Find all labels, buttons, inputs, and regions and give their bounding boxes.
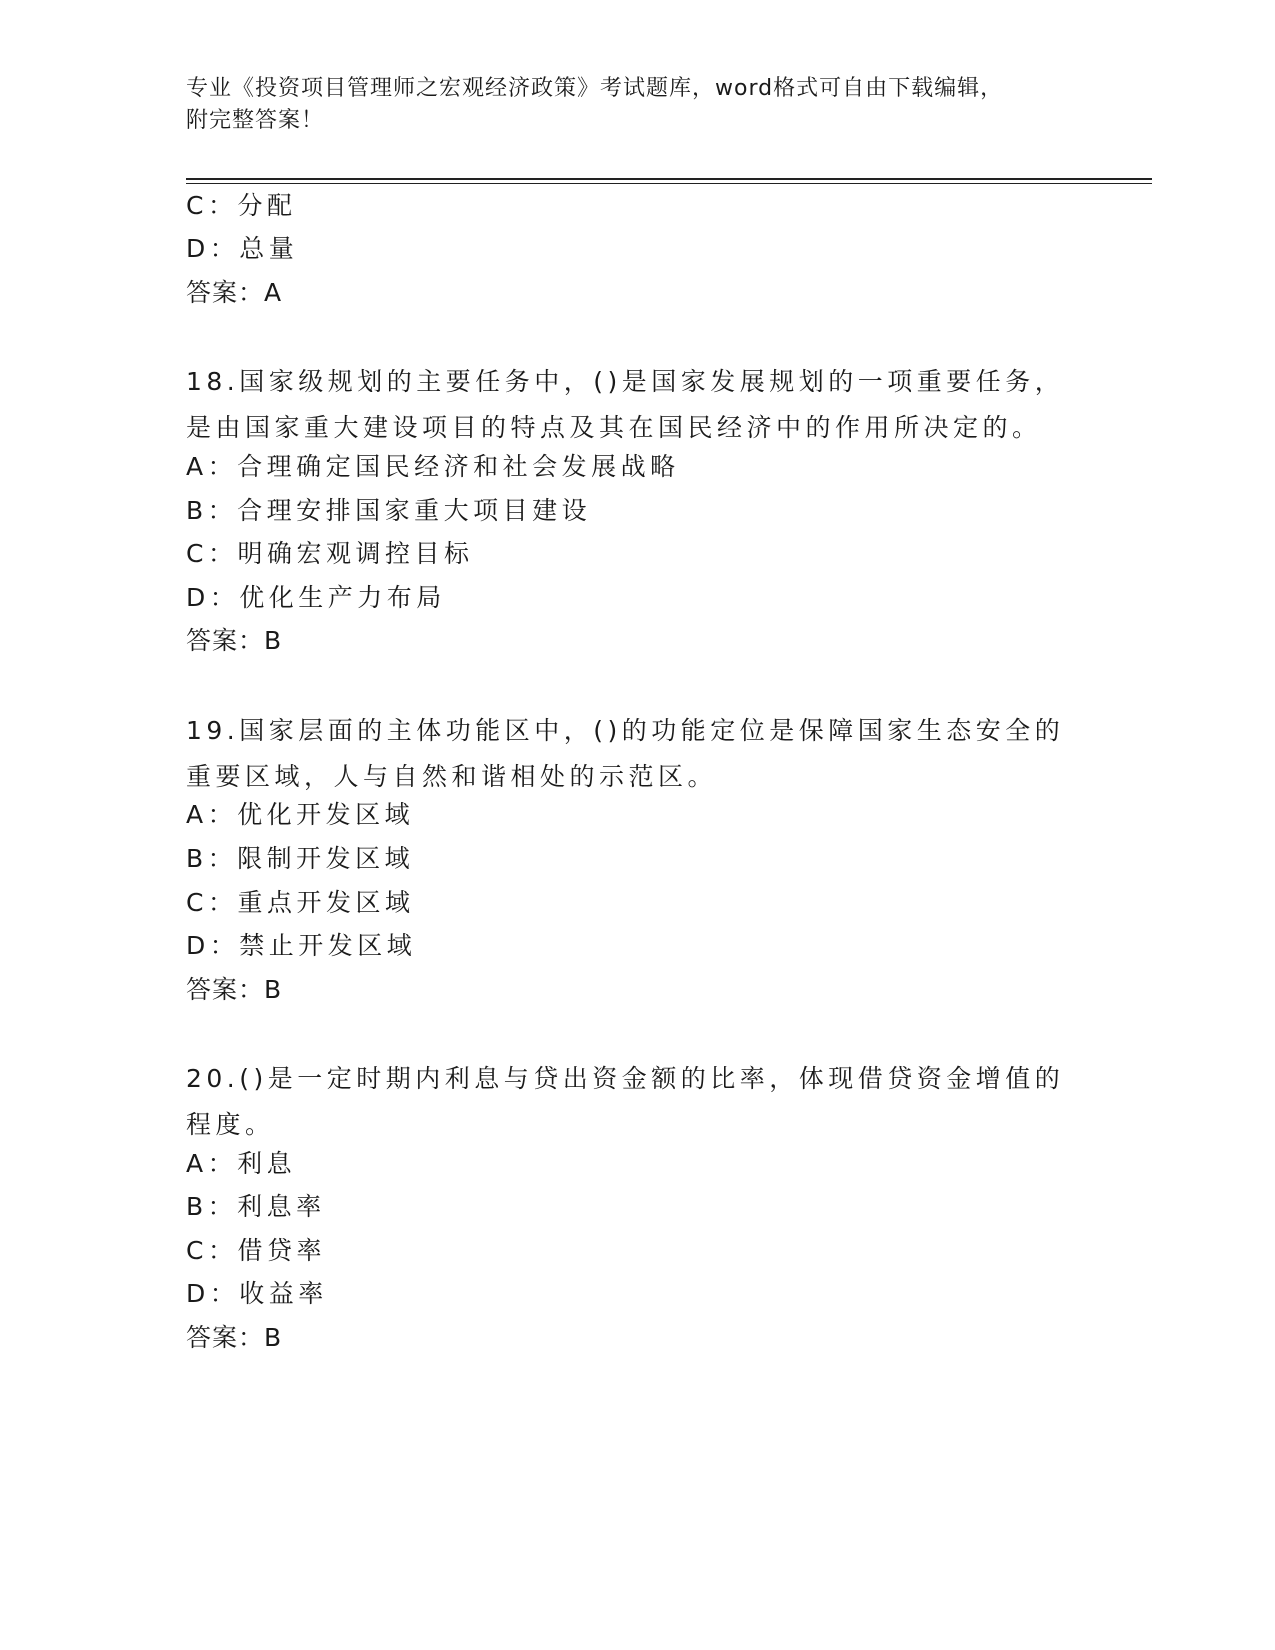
q18-option-b: B：合理安排国家重大项目建设 [186, 496, 592, 525]
q18-option-c: C：明确宏观调控目标 [186, 539, 474, 568]
q19-option-b: B：限制开发区域 [186, 844, 415, 873]
q20-option-a: A：利息 [186, 1149, 297, 1178]
document-header [186, 73, 1086, 137]
q19-answer: 答案：B [186, 975, 283, 1004]
q19-option-a: A：优化开发区域 [186, 800, 415, 829]
q20-option-c: C：借贷率 [186, 1236, 326, 1265]
prev-option-c: C：分配 [186, 191, 297, 220]
q20-option-d: D：收益率 [186, 1279, 328, 1308]
q18-stem: 18.国家级规划的主要任务中，()是国家发展规划的一项重要任务，是由国家重大建设项目的特点及其在国民经济中的作用所决定的。 [186, 367, 1065, 442]
header-line-2: 附完整答案！ [186, 108, 325, 133]
prev-option-d: D：总量 [186, 234, 299, 263]
header-line-1: 专业《投资项目管理师之宏观经济政策》考试题库，word格式可自由下载编辑， [186, 76, 1004, 101]
q19-option-d: D：禁止开发区域 [186, 931, 417, 960]
q19-option-c: C：重点开发区域 [186, 888, 415, 917]
q18-option-a: A：合理确定国民经济和社会发展战略 [186, 452, 680, 481]
q20-answer: 答案：B [186, 1323, 283, 1352]
q18-option-d: D：优化生产力布局 [186, 583, 446, 612]
prev-answer: 答案：A [186, 278, 283, 307]
q20-option-b: B：利息率 [186, 1192, 326, 1221]
q18-answer: 答案：B [186, 626, 283, 655]
q20-stem: 20.()是一定时期内利息与贷出资金额的比率，体现借贷资金增值的程度。 [186, 1064, 1065, 1139]
q19-stem: 19.国家层面的主体功能区中，()的功能定位是保障国家生态安全的重要区域，人与自然和谐相处的示范区。 [186, 716, 1065, 791]
header-rule-thin [186, 183, 1152, 184]
header-rule-thick [186, 178, 1152, 180]
